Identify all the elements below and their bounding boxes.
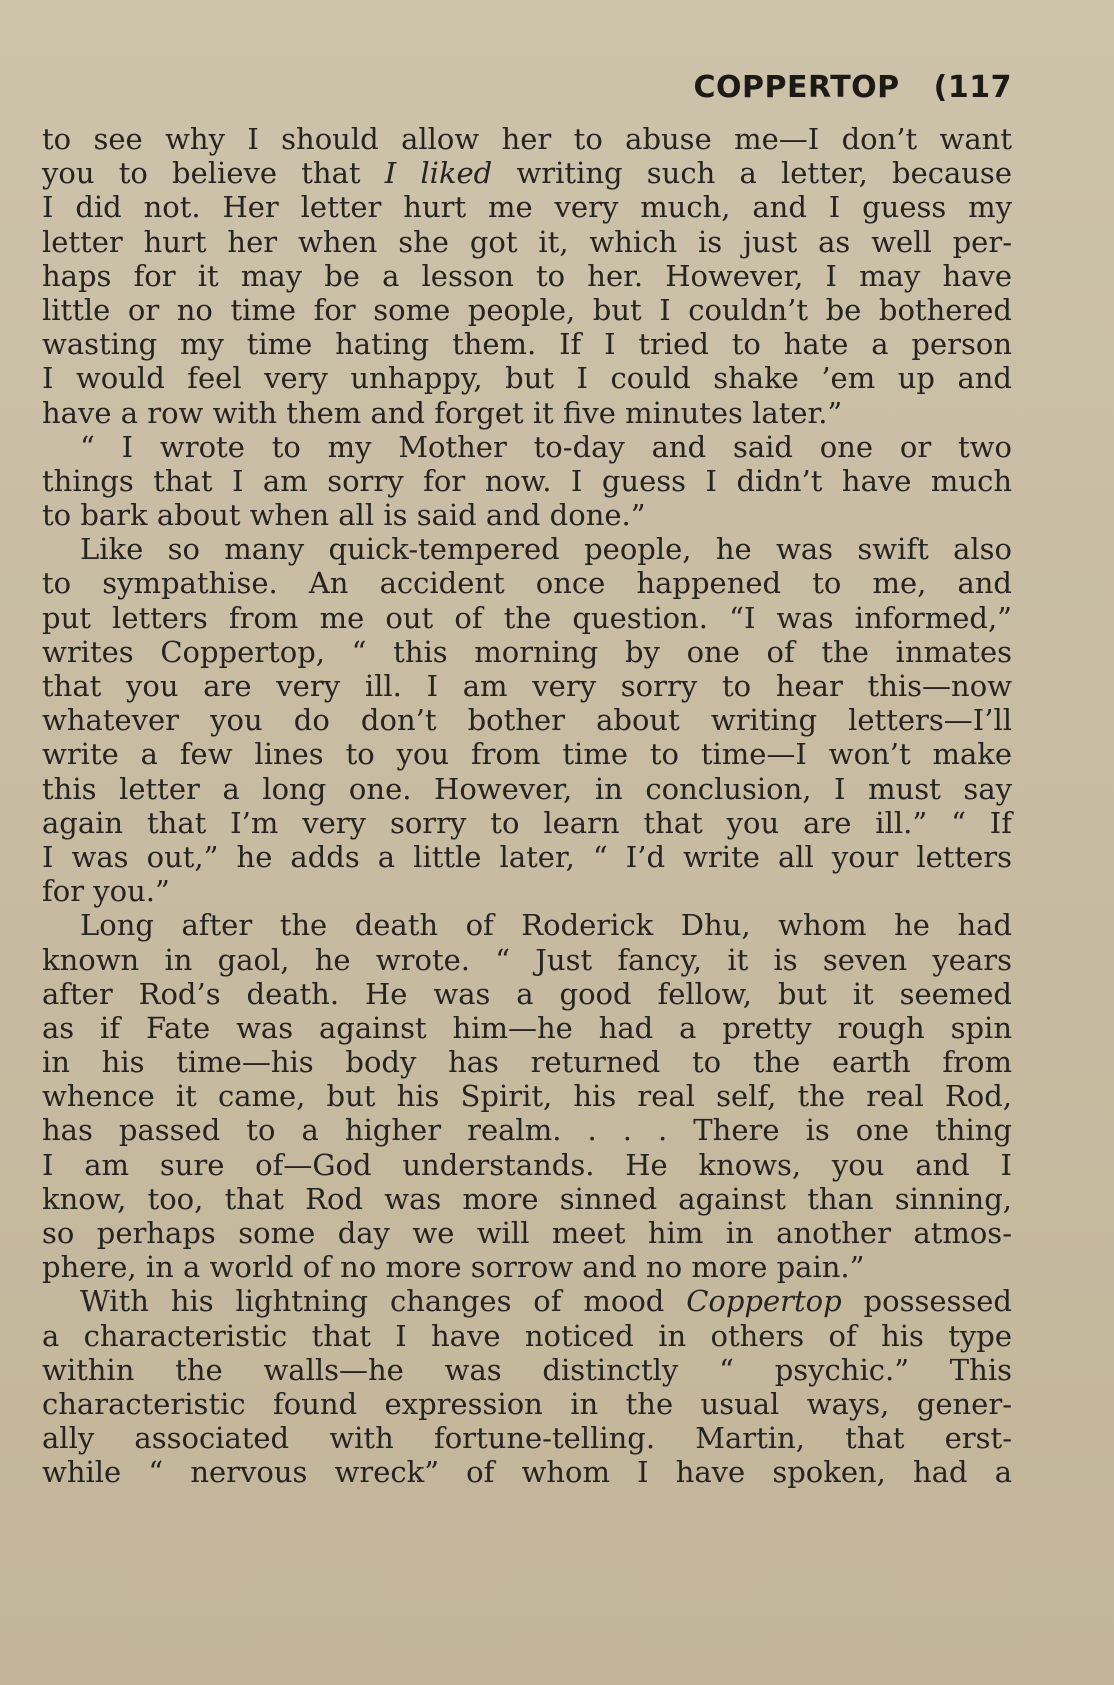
italic-text: Coppertop xyxy=(686,1284,842,1319)
running-head-title: COPPERTOP xyxy=(693,70,900,105)
text-line: put letters from me out of the question. “I was informed,” xyxy=(42,600,1012,635)
text-line: whatever you do don’t bother about writing letters—I’ll xyxy=(42,703,1012,738)
text-line xyxy=(42,1284,1012,1318)
text-line: Like so many quick-tempered people, he was swift also xyxy=(80,532,1012,567)
running-head xyxy=(40,70,1012,105)
text-line: after Rod’s death. He was a good fellow, but it seemed xyxy=(42,976,1012,1011)
text-line: again that I’m very sorry to learn that you are ill.” “ If xyxy=(42,805,1012,840)
text-line: I was out,” he adds a little later, “ I’d write all your letters xyxy=(42,839,1012,874)
text-line: know, too, that Rod was more sinned against than sinning, xyxy=(42,1181,1012,1216)
text-line: “ I wrote to my Mother to-day and said one or two xyxy=(80,429,1012,464)
text-line: things that I am sorry for now. I guess I didn’t have much xyxy=(42,463,1012,498)
text-line: little or no time for some people, but I couldn’t be bothered xyxy=(42,292,1012,327)
italic-text: I liked xyxy=(384,156,493,191)
text-line: so perhaps some day we will meet him in another atmos- xyxy=(42,1216,1012,1250)
text-line xyxy=(42,156,1012,190)
text-line: I would feel very unhappy, but I could shake ’em up and xyxy=(42,361,1012,396)
text-line: characteristic found expression in the usual ways, gener- xyxy=(42,1386,1012,1421)
text-line: haps for it may be a lesson to her. However, I may have xyxy=(42,258,1012,293)
text-line: whence it came, but his Spirit, his real self, the real Rod, xyxy=(42,1079,1012,1114)
text-line: this letter a long one. However, in conclusion, I must say xyxy=(42,771,1012,806)
text-line: phere, in a world of no more sorrow and no more pain.” xyxy=(42,1250,865,1285)
text-line: known in gaol, he wrote. “ Just fancy, it is seven years xyxy=(42,942,1012,977)
text-line: a characteristic that I have noticed in others of his type xyxy=(42,1318,1012,1353)
text-line: ally associated with fortune-telling. Martin, that erst- xyxy=(42,1421,1012,1456)
text-line: to bark about when all is said and done.” xyxy=(42,498,646,533)
body-text xyxy=(42,122,1012,1490)
text-segment: writing such a letter, because xyxy=(492,156,1012,191)
text-line: while “ nervous wreck” of whom I have spoken, had a xyxy=(42,1455,1012,1490)
text-segment: With his lightning changes of mood xyxy=(80,1284,687,1319)
text-line: letter hurt her when she got it, which is just as well per- xyxy=(42,224,1012,259)
text-line: to sympathise. An accident once happened to me, and xyxy=(42,566,1012,601)
text-line: write a few lines to you from time to time—I won’t make xyxy=(42,737,1012,772)
text-line: within the walls—he was distinctly “ psychic.” This xyxy=(42,1352,1012,1387)
page-number: (117 xyxy=(933,70,1012,105)
text-line: that you are very ill. I am very sorry to hear this—now xyxy=(42,669,1012,703)
text-line: writes Coppertop, “ this morning by one of the inmates xyxy=(42,634,1012,669)
text-line: wasting my time hating them. If I tried to hate a person xyxy=(42,327,1012,362)
text-segment: you to believe that xyxy=(42,156,385,191)
text-line: as if Fate was against him—he had a pretty rough spin xyxy=(42,1010,1012,1045)
text-line: have a row with them and forget it five minutes later.” xyxy=(42,395,843,430)
text-line: I did not. Her letter hurt me very much, and I guess my xyxy=(42,190,1012,225)
text-line: I am sure of—God understands. He knows, you and I xyxy=(42,1147,1012,1182)
text-line: in his time—his body has returned to the earth from xyxy=(42,1045,1012,1080)
text-line: for you.” xyxy=(42,874,170,909)
text-line: Long after the death of Roderick Dhu, whom he had xyxy=(80,908,1012,943)
text-line: has passed to a higher realm. . . . There is one thing xyxy=(42,1113,1012,1148)
text-line: to see why I should allow her to abuse me—I don’t want xyxy=(42,122,1012,156)
text-segment: possessed xyxy=(841,1284,1012,1319)
